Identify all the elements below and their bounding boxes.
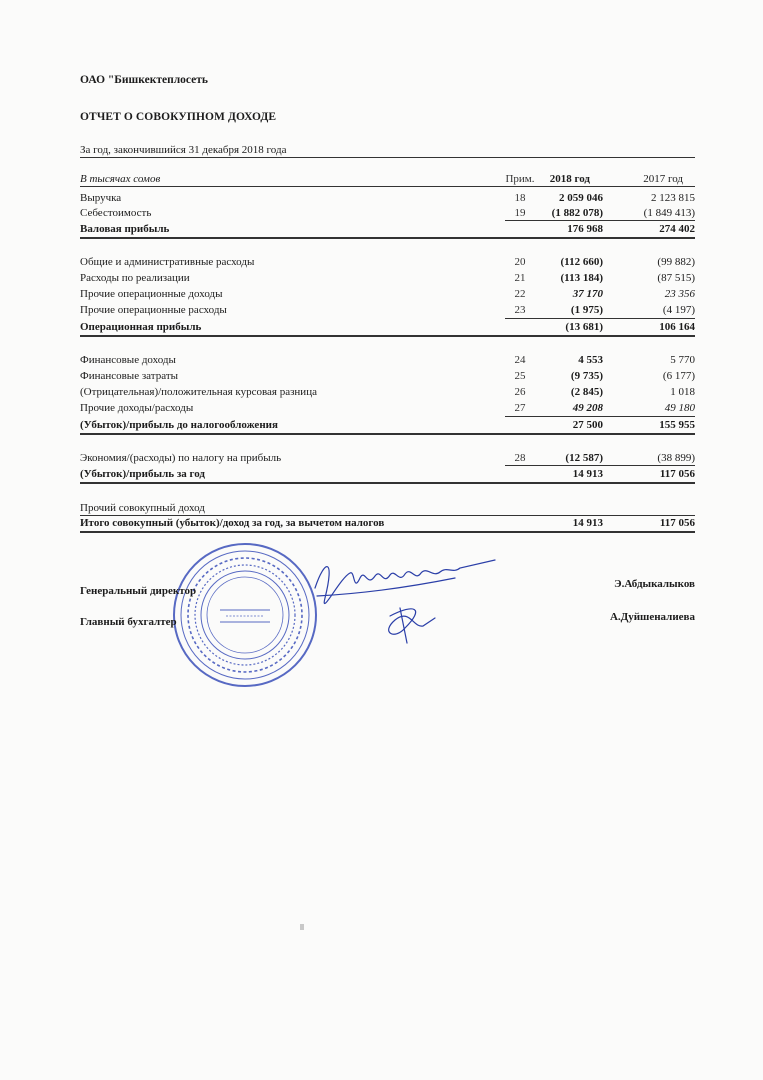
accountant-name: А.Дуйшеналиева	[609, 611, 695, 623]
table-row: Выручка 18 2 059 046 2 123 815	[80, 192, 695, 204]
table-row: Прочий совокупный доход	[80, 502, 205, 514]
table-row: Прочие доходы/расходы 27 49 208 49 180	[80, 402, 695, 414]
header-2017: 2017 год	[643, 173, 683, 185]
table-row-total: (Убыток)/прибыль за год 14 913 117 056	[80, 468, 695, 480]
header-note: Прим.	[505, 173, 535, 185]
company-name: ОАО "Бишкектеплосеть	[80, 74, 208, 86]
table-row: Расходы по реализации 21 (113 184) (87 515)	[80, 272, 695, 284]
table-row-total: (Убыток)/прибыль до налогообложения 27 500 155 955	[80, 419, 695, 431]
header-divider	[80, 186, 695, 187]
table-row-grand-total: Итого совокупный (убыток)/доход за год, за вычетом налогов 14 913 117 056	[80, 517, 695, 529]
signature-scribble	[295, 548, 505, 658]
table-row-total: Операционная прибыль (13 681) 106 164	[80, 321, 695, 333]
header-2018: 2018 год	[549, 173, 590, 185]
director-title: Генеральный директор	[80, 585, 197, 597]
scan-speck	[300, 924, 304, 930]
table-row: Общие и административные расходы 20 (112 660) (99 882)	[80, 256, 695, 268]
table-row: Себестоимость 19 (1 882 078) (1 849 413)	[80, 207, 695, 219]
table-row: Прочие операционные расходы 23 (1 975) (4 197)	[80, 304, 695, 316]
accountant-title: Главный бухгалтер	[80, 616, 177, 628]
table-row: Финансовые затраты 25 (9 735) (6 177)	[80, 370, 695, 382]
report-period: За год, закончившийся 31 декабря 2018 года	[80, 144, 287, 156]
table-row: (Отрицательная)/положительная курсовая разница 26 (2 845) 1 018	[80, 386, 695, 398]
period-divider	[80, 157, 695, 158]
report-title: ОТЧЕТ О СОВОКУПНОМ ДОХОДЕ	[80, 111, 277, 123]
table-row: Финансовые доходы 24 4 553 5 770	[80, 354, 695, 366]
director-name: Э.Абдыкалыков	[614, 578, 695, 590]
table-row: Прочие операционные доходы 22 37 170 23 356	[80, 288, 695, 300]
table-row: Экономия/(расходы) по налогу на прибыль 28 (12 587) (38 899)	[80, 452, 695, 464]
header-units: В тысячах сомов	[80, 173, 161, 185]
table-row-total: Валовая прибыль 176 968 274 402	[80, 223, 695, 235]
